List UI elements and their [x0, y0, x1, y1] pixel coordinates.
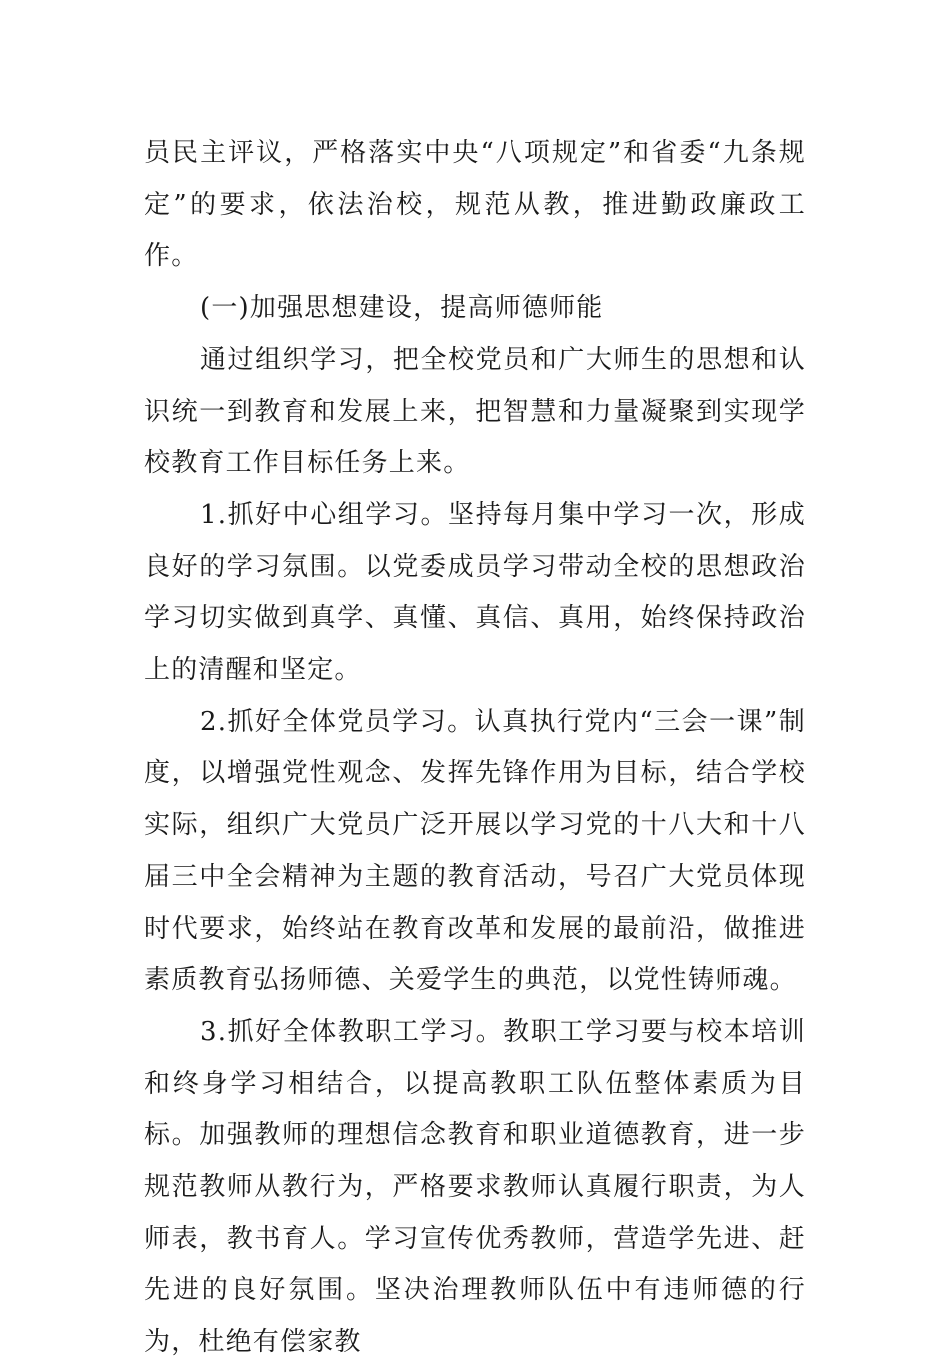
paragraph-item-1: 1.抓好中心组学习。坚持每月集中学习一次，形成良好的学习氛围。以党委成员学习带动全校的思想政治学习切实做到真学、真懂、真信、真用，始终保持政治上的清醒和坚定。	[144, 499, 806, 686]
paragraph-intro-continuation: 员民主评议，严格落实中央“八项规定”和省委“九条规定”的要求，依法治校，规范从教，推进勤政廉政工作。	[144, 138, 806, 272]
section-heading: (一)加强思想建设，提高师德师能	[200, 293, 604, 324]
document-body	[144, 128, 806, 1369]
paragraph-item-2: 2.抓好全体党员学习。认真执行党内“三会一课”制度，以增强党性观念、发挥先锋作用为目标，结合学校实际，组织广大党员广泛开展以学习党的十八大和十八届三中全会精神为主题的教育活动，号召广大党员体现时代要求，始终站在教育改革和发展的最前沿，做推进素质教育弘扬师德、关爱学生的典范，以党性铸师魂。	[144, 706, 806, 996]
paragraph-item-3: 3.抓好全体教职工学习。教职工学习要与校本培训和终身学习相结合，以提高教职工队伍整体素质为目标。加强教师的理想信念教育和职业道德教育，进一步规范教师从教行为，严格要求教师认真履行职责，为人师表，教书育人。学习宣传优秀教师，营造学先进、赶先进的良好氛围。坚决治理教师队伍中有违师德的行为，杜绝有偿家教	[144, 1016, 806, 1358]
paragraph-section-intro: 通过组织学习，把全校党员和广大师生的思想和认识统一到教育和发展上来，把智慧和力量凝聚到实现学校教育工作目标任务上来。	[144, 344, 806, 479]
